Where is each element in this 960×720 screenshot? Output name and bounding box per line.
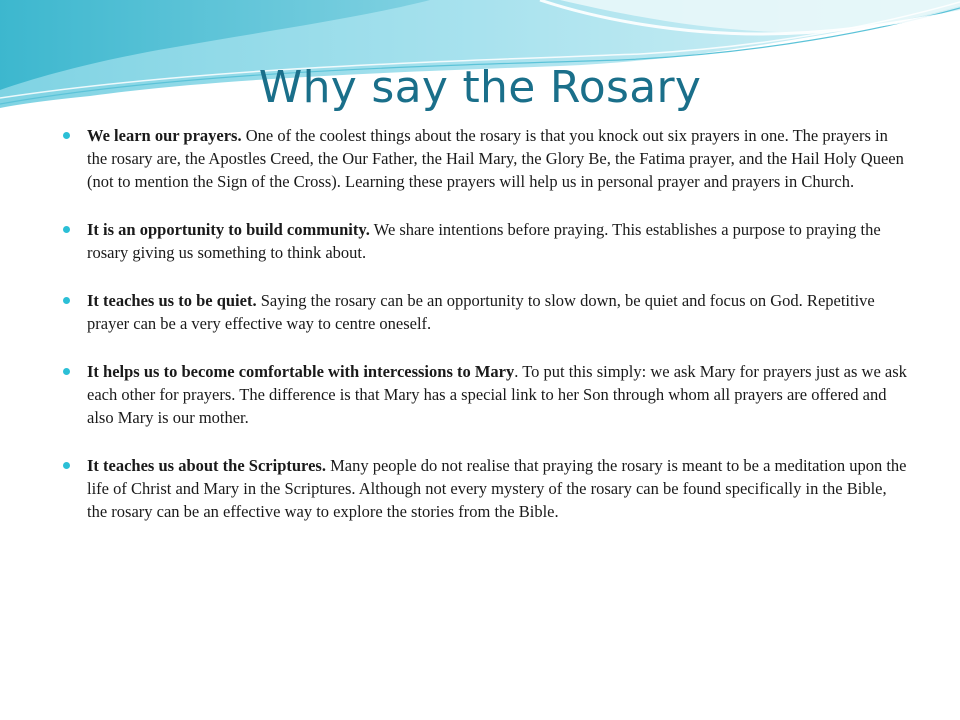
bullet-item: [60, 124, 910, 193]
bullet-lead: It is an opportunity to build community.: [87, 220, 370, 239]
bullet-list: [60, 124, 910, 548]
bullet-item: [60, 454, 910, 523]
bullet-item: [60, 218, 910, 264]
bullet-dot-icon: [63, 226, 70, 233]
bullet-item: [60, 289, 910, 335]
bullet-text: . To put this simply: we ask Mary for prayers just as we ask each other for prayers. The difference is that Mary has a special link to her Son through whom all prayers are offered and also Mary is our mother.: [87, 362, 907, 427]
bullet-text: Many people do not realise that praying the rosary is meant to be a meditation upon the life of Christ and Mary in the Scriptures. Although not every mystery of the rosary can be found specifically in the Bible, the rosary can be an effective way to explore the stories from the Bible.: [87, 456, 907, 521]
bullet-text: One of the coolest things about the rosary is that you knock out six prayers in one. The prayers in the rosary are, the Apostles Creed, the Our Father, the Hail Mary, the Glory Be, the Fatima prayer, and the Hail Holy Queen (not to mention the Sign of the Cross). Learning these prayers will help us in personal prayer and prayers in Church.: [87, 126, 904, 191]
bullet-dot-icon: [63, 297, 70, 304]
bullet-lead: It teaches us about the Scriptures.: [87, 456, 326, 475]
bullet-dot-icon: [63, 132, 70, 139]
bullet-lead: It teaches us to be quiet.: [87, 291, 257, 310]
bullet-lead: It helps us to become comfortable with intercessions to Mary: [87, 362, 515, 381]
bullet-item: [60, 360, 910, 429]
slide-title: Why say the Rosary: [258, 62, 702, 113]
bullet-text: Saying the rosary can be an opportunity to slow down, be quiet and focus on God. Repetitive prayer can be a very effective way to centre oneself.: [87, 291, 875, 333]
bullet-text: We share intentions before praying. This establishes a purpose to praying the rosary giving us something to think about.: [87, 220, 881, 262]
bullet-dot-icon: [63, 368, 70, 375]
bullet-dot-icon: [63, 462, 70, 469]
bullet-lead: We learn our prayers.: [87, 126, 242, 145]
